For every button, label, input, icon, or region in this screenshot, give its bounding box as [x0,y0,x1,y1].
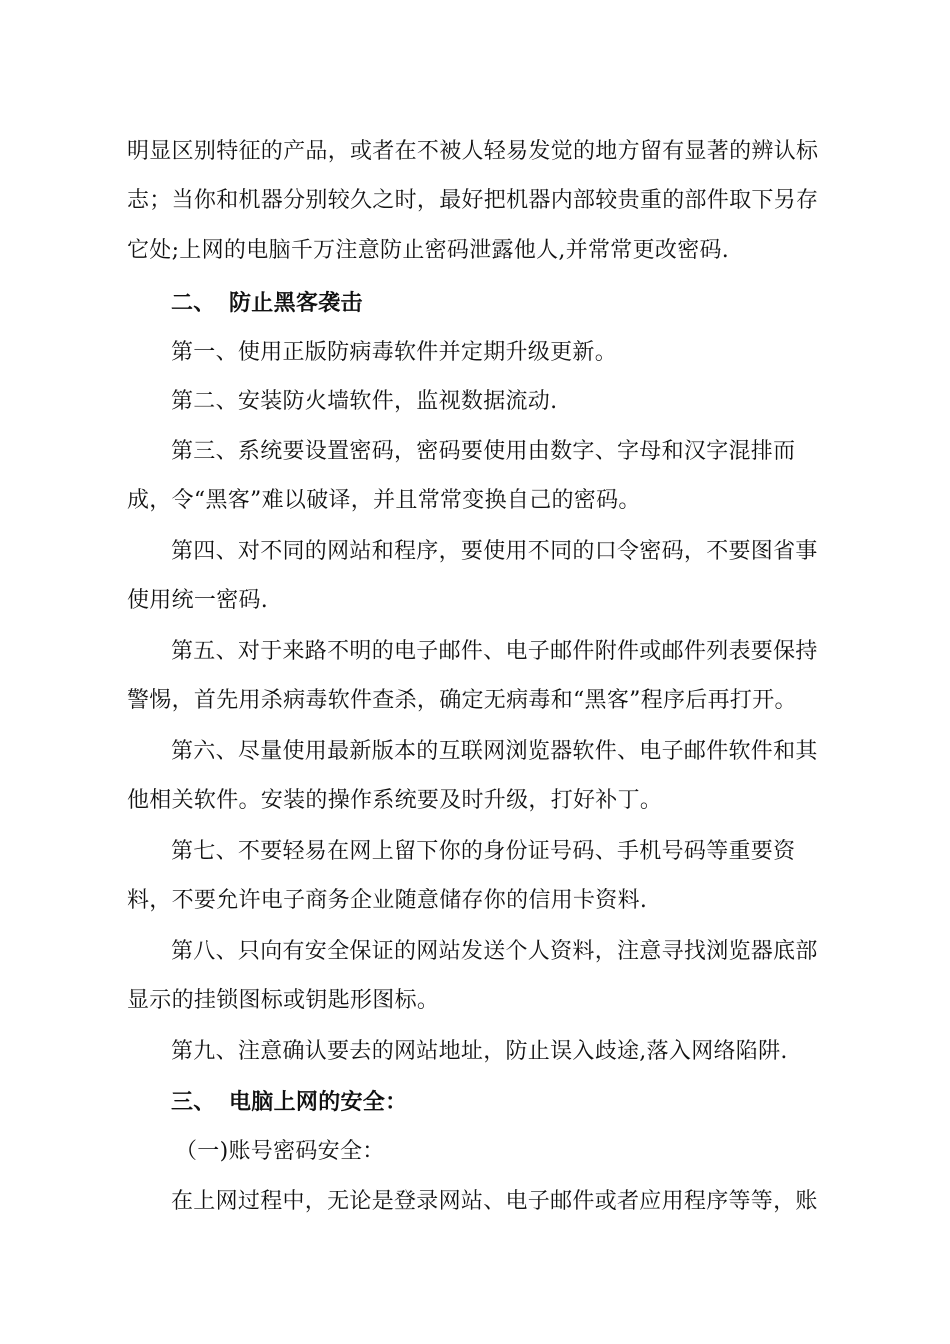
section-heading-3 [171,1087,871,1117]
body-text-line: 它处;上网的电脑千万注意防止密码泄露他人,并常常更改密码. [127,238,730,263]
body-text-line: 第七、不要轻易在网上留下你的身份证号码、手机号码等重要资 [171,839,796,864]
section-title: 防止黑客袭击 [229,290,363,316]
body-text-line: 他相关软件。安装的操作系统要及时升级，打好补丁。 [127,788,663,813]
body-text-line: 第二、安装防火墙软件，监视数据流动. [171,389,558,414]
body-text-line: 第九、注意确认要去的网站地址，防止误入歧途,落入网络陷阱. [171,1039,788,1064]
body-text-line: 使用统一密码. [127,588,269,613]
body-text-line: 警惕，首先用杀病毒软件查杀，确定无病毒和“黑客”程序后再打开。 [127,688,797,713]
body-text-line: 料，不要允许电子商务企业随意储存你的信用卡资料. [127,888,648,913]
body-text-line: 第八、只向有安全保证的网站发送个人资料，注意寻找浏览器底部 [171,939,818,964]
body-text-line: 成，令“黑客”难以破译，并且常常变换自己的密码。 [127,488,641,513]
body-text-line: 第四、对不同的网站和程序，要使用不同的口令密码，不要图省事 [171,539,818,564]
body-text-line: 第三、系统要设置密码，密码要使用由数字、字母和汉字混排而 [171,439,796,464]
body-text-line: 明显区别特征的产品，或者在不被人轻易发觉的地方留有显著的辨认标 [127,139,819,164]
body-text-line: 第六、尽量使用最新版本的互联网浏览器软件、电子邮件软件和其 [171,739,818,764]
section-heading-2 [171,288,871,318]
section-number: 三、 [171,1089,216,1115]
body-text-line: 志；当你和机器分别较久之时，最好把机器内部较贵重的部件取下另存 [127,188,819,213]
section-title: 电脑上网的安全： [229,1089,408,1115]
body-text-line: 显示的挂锁图标或钥匙形图标。 [127,988,440,1013]
subsection-heading: （一)账号密码安全： [175,1139,385,1164]
body-text-line: 第五、对于来路不明的电子邮件、电子邮件附件或邮件列表要保持 [171,639,818,664]
body-text-line: 第一、使用正版防病毒软件并定期升级更新。 [171,340,618,365]
section-number: 二、 [171,290,216,316]
body-text-line: 在上网过程中，无论是登录网站、电子邮件或者应用程序等等，账 [171,1189,818,1214]
